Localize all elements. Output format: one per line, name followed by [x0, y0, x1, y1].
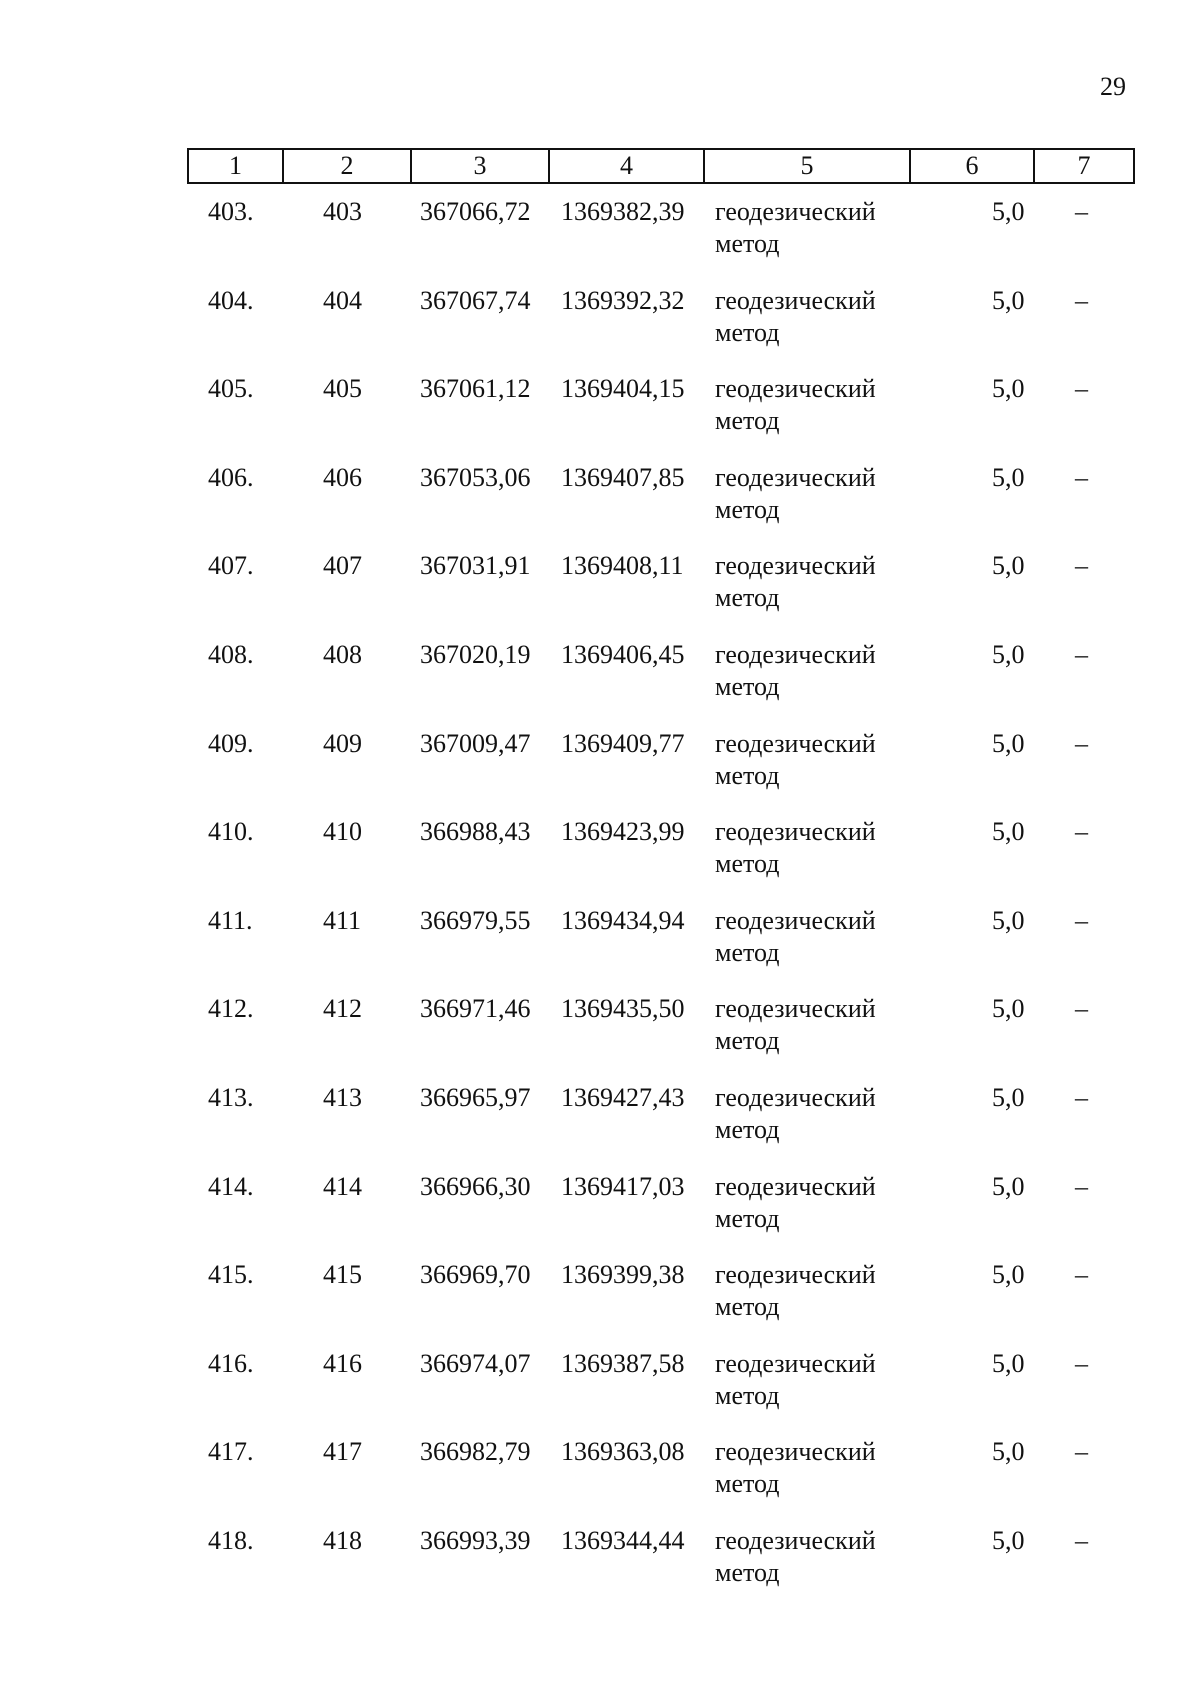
- point-id: 416: [323, 1348, 362, 1378]
- point-id: 404: [323, 285, 362, 315]
- coordinate-x: 366974,07: [420, 1348, 531, 1378]
- accuracy-value: 5,0: [992, 994, 1025, 1024]
- accuracy-value: 5,0: [992, 374, 1025, 404]
- coordinate-x: 367031,91: [420, 551, 531, 581]
- point-id: 410: [323, 817, 362, 847]
- point-id: 403: [323, 197, 362, 226]
- method-line: метод: [715, 1557, 780, 1587]
- method-line: геодезический: [715, 374, 876, 404]
- coordinate-x: 367067,74: [420, 285, 531, 315]
- row-number: 418.: [208, 1525, 254, 1555]
- row-number: 405.: [208, 374, 254, 404]
- note-value: –: [1075, 551, 1088, 581]
- table-row: [187, 816, 1133, 905]
- note-value: –: [1075, 905, 1088, 935]
- method-line: метод: [715, 760, 780, 790]
- method-cell: [715, 1348, 876, 1412]
- note-value: –: [1075, 1082, 1088, 1112]
- accuracy-value: 5,0: [992, 728, 1025, 758]
- method-line: метод: [715, 1292, 780, 1322]
- coordinate-y: 1369427,43: [561, 1082, 685, 1112]
- accuracy-value: 5,0: [992, 1260, 1025, 1290]
- note-value: –: [1075, 462, 1088, 492]
- method-line: геодезический: [715, 551, 876, 581]
- coordinate-y: 1369409,77: [561, 728, 685, 758]
- coordinate-x: 367053,06: [420, 462, 531, 492]
- table-row: [187, 1082, 1133, 1171]
- method-line: геодезический: [715, 197, 876, 226]
- row-number: 414.: [208, 1171, 254, 1201]
- coordinate-y: 1369344,44: [561, 1525, 685, 1555]
- header-col-2: 2: [283, 149, 411, 183]
- coordinate-y: 1369423,99: [561, 817, 685, 847]
- note-value: –: [1075, 1437, 1088, 1467]
- coordinate-x: 366971,46: [420, 994, 531, 1024]
- method-line: геодезический: [715, 1525, 876, 1555]
- method-cell: [715, 1082, 876, 1146]
- note-value: –: [1075, 728, 1088, 758]
- row-number: 406.: [208, 462, 254, 492]
- method-line: метод: [715, 1380, 780, 1410]
- method-line: геодезический: [715, 905, 876, 935]
- point-id: 414: [323, 1171, 362, 1201]
- point-id: 418: [323, 1525, 362, 1555]
- coordinate-y: 1369363,08: [561, 1437, 685, 1467]
- accuracy-value: 5,0: [992, 551, 1025, 581]
- accuracy-value: 5,0: [992, 1348, 1025, 1378]
- coordinate-x: 367009,47: [420, 728, 531, 758]
- coordinate-x: 366988,43: [420, 817, 531, 847]
- method-line: геодезический: [715, 728, 876, 758]
- accuracy-value: 5,0: [992, 1171, 1025, 1201]
- coordinate-y: 1369382,39: [561, 197, 685, 226]
- table-row: [187, 1525, 1133, 1614]
- table-row: [187, 550, 1133, 639]
- table-row: [187, 196, 1133, 285]
- coordinate-y: 1369406,45: [561, 639, 685, 669]
- method-line: метод: [715, 1026, 780, 1056]
- row-number: 409.: [208, 728, 254, 758]
- coordinate-y: 1369435,50: [561, 994, 685, 1024]
- method-line: метод: [715, 1203, 780, 1233]
- method-line: геодезический: [715, 1082, 876, 1112]
- coordinate-x: 367066,72: [420, 197, 531, 226]
- method-cell: [715, 1171, 876, 1235]
- table-row: [187, 462, 1133, 551]
- method-cell: [715, 1436, 876, 1500]
- coordinate-x: 366966,30: [420, 1171, 531, 1201]
- row-number: 408.: [208, 639, 254, 669]
- row-number: 410.: [208, 817, 254, 847]
- row-number: 412.: [208, 994, 254, 1024]
- method-line: метод: [715, 1114, 780, 1144]
- table-row: [187, 285, 1133, 374]
- method-cell: [715, 196, 876, 260]
- coordinate-x: 366982,79: [420, 1437, 531, 1467]
- method-line: метод: [715, 937, 780, 967]
- method-cell: [715, 550, 876, 614]
- note-value: –: [1075, 197, 1088, 226]
- note-value: –: [1075, 817, 1088, 847]
- point-id: 413: [323, 1082, 362, 1112]
- method-line: метод: [715, 583, 780, 613]
- table-row: [187, 373, 1133, 462]
- accuracy-value: 5,0: [992, 285, 1025, 315]
- coordinate-y: 1369392,32: [561, 285, 685, 315]
- coordinate-y: 1369434,94: [561, 905, 685, 935]
- accuracy-value: 5,0: [992, 1082, 1025, 1112]
- note-value: –: [1075, 639, 1088, 669]
- accuracy-value: 5,0: [992, 197, 1025, 226]
- method-line: метод: [715, 406, 780, 436]
- header-col-7: 7: [1034, 149, 1134, 183]
- coordinate-y: 1369399,38: [561, 1260, 685, 1290]
- method-cell: [715, 1259, 876, 1323]
- note-value: –: [1075, 1260, 1088, 1290]
- coordinate-y: 1369387,58: [561, 1348, 685, 1378]
- header-col-1: 1: [188, 149, 283, 183]
- row-number: 403.: [208, 197, 254, 226]
- point-id: 412: [323, 994, 362, 1024]
- note-value: –: [1075, 285, 1088, 315]
- point-id: 411: [323, 905, 362, 935]
- method-line: метод: [715, 1469, 780, 1499]
- point-id: 408: [323, 639, 362, 669]
- method-cell: [715, 816, 876, 880]
- coordinate-x: 366993,39: [420, 1525, 531, 1555]
- header-col-3: 3: [411, 149, 549, 183]
- coordinate-x: 367061,12: [420, 374, 531, 404]
- coordinate-y: 1369407,85: [561, 462, 685, 492]
- coordinate-x: 366979,55: [420, 905, 531, 935]
- method-line: геодезический: [715, 1260, 876, 1290]
- accuracy-value: 5,0: [992, 1437, 1025, 1467]
- accuracy-value: 5,0: [992, 462, 1025, 492]
- row-number: 407.: [208, 551, 254, 581]
- method-cell: [715, 373, 876, 437]
- header-col-6: 6: [910, 149, 1034, 183]
- coordinate-y: 1369408,11: [561, 551, 684, 581]
- header-col-5: 5: [704, 149, 910, 183]
- point-id: 417: [323, 1437, 362, 1467]
- coordinate-y: 1369404,15: [561, 374, 685, 404]
- table-row: [187, 993, 1133, 1082]
- method-line: метод: [715, 229, 780, 258]
- header-col-4: 4: [549, 149, 704, 183]
- row-number: 416.: [208, 1348, 254, 1378]
- table-row: [187, 905, 1133, 994]
- method-cell: [715, 993, 876, 1057]
- method-cell: [715, 639, 876, 703]
- note-value: –: [1075, 994, 1088, 1024]
- method-cell: [715, 905, 876, 969]
- method-line: геодезический: [715, 1437, 876, 1467]
- coordinate-x: 367020,19: [420, 639, 531, 669]
- method-line: геодезический: [715, 1171, 876, 1201]
- method-line: метод: [715, 671, 780, 701]
- row-number: 415.: [208, 1260, 254, 1290]
- table-row: [187, 1171, 1133, 1260]
- accuracy-value: 5,0: [992, 639, 1025, 669]
- point-id: 405: [323, 374, 362, 404]
- method-line: геодезический: [715, 285, 876, 315]
- coordinate-x: 366965,97: [420, 1082, 531, 1112]
- table-row: [187, 1436, 1133, 1525]
- method-line: метод: [715, 494, 780, 524]
- method-cell: [715, 728, 876, 792]
- accuracy-value: 5,0: [992, 905, 1025, 935]
- point-id: 409: [323, 728, 362, 758]
- method-line: метод: [715, 849, 780, 879]
- row-number: 404.: [208, 285, 254, 315]
- method-line: метод: [715, 317, 780, 347]
- row-number: 413.: [208, 1082, 254, 1112]
- table-row: [187, 1348, 1133, 1437]
- row-number: 417.: [208, 1437, 254, 1467]
- table-row: [187, 1259, 1133, 1348]
- method-cell: [715, 1525, 876, 1589]
- note-value: –: [1075, 374, 1088, 404]
- method-line: геодезический: [715, 817, 876, 847]
- coordinate-y: 1369417,03: [561, 1171, 685, 1201]
- accuracy-value: 5,0: [992, 1525, 1025, 1555]
- page-number: 29: [1100, 72, 1126, 101]
- coordinate-x: 366969,70: [420, 1260, 531, 1290]
- table-row: [187, 639, 1133, 728]
- point-id: 415: [323, 1260, 362, 1290]
- method-line: геодезический: [715, 462, 876, 492]
- note-value: –: [1075, 1171, 1088, 1201]
- point-id: 406: [323, 462, 362, 492]
- method-line: геодезический: [715, 994, 876, 1024]
- point-id: 407: [323, 551, 362, 581]
- method-cell: [715, 285, 876, 349]
- table-header: [187, 148, 1135, 184]
- accuracy-value: 5,0: [992, 817, 1025, 847]
- note-value: –: [1075, 1348, 1088, 1378]
- table-row: [187, 728, 1133, 817]
- method-cell: [715, 462, 876, 526]
- table-body: [187, 196, 1133, 1614]
- method-line: геодезический: [715, 639, 876, 669]
- row-number: 411.: [208, 905, 253, 935]
- method-line: геодезический: [715, 1348, 876, 1378]
- note-value: –: [1075, 1525, 1088, 1555]
